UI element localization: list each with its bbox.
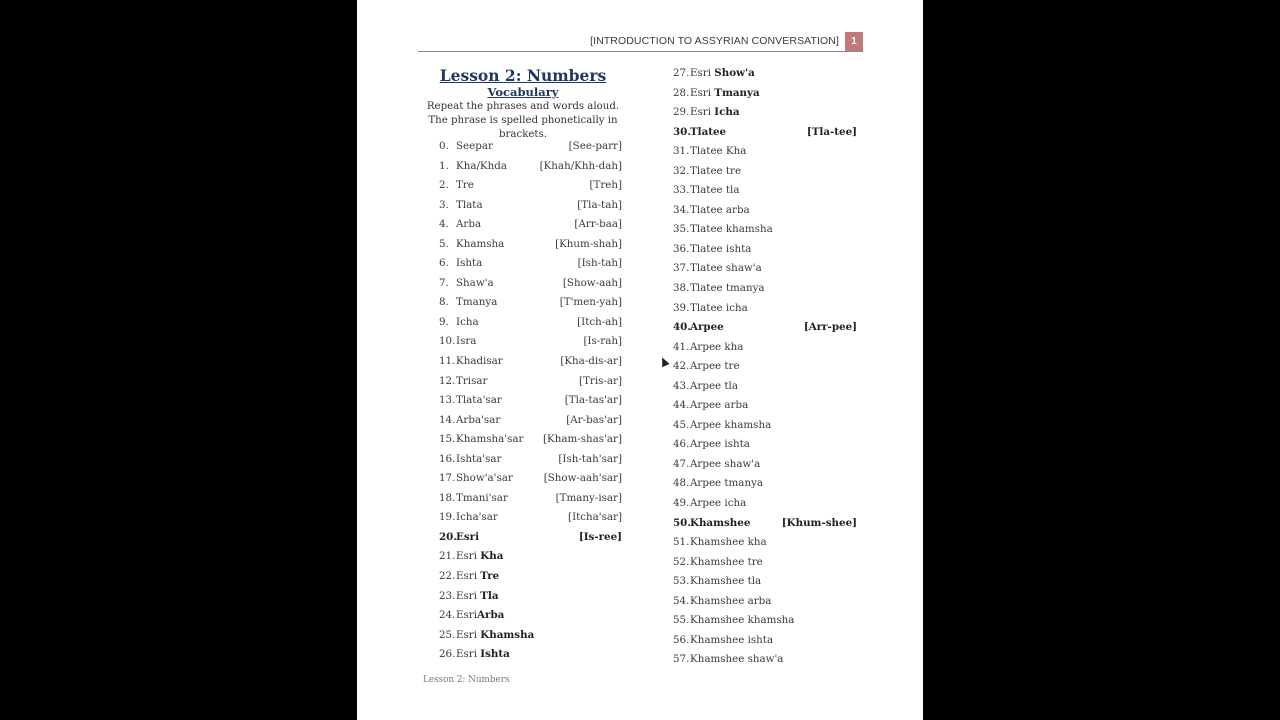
vocabulary-row [439, 196, 622, 216]
page-header [418, 32, 863, 52]
vocabulary-word [456, 296, 497, 308]
vocabulary-row [439, 606, 622, 626]
vocabulary-pronunciation: [Arr-pee] [803, 321, 857, 334]
vocabulary-number: 28. [673, 86, 690, 99]
vocabulary-row [673, 240, 857, 260]
vocabulary-word [690, 517, 750, 529]
vocabulary-row [673, 220, 857, 240]
vocabulary-row [439, 489, 622, 509]
vocabulary-word [456, 609, 504, 621]
vocabulary-number: 29. [673, 106, 690, 119]
vocabulary-number: 14. [439, 413, 456, 426]
lesson-title: Lesson 2: Numbers [439, 66, 607, 85]
vocabulary-word [456, 140, 493, 152]
vocabulary-word [690, 399, 748, 411]
vocabulary-number: 10. [439, 335, 456, 348]
vocabulary-word-text: Arpee khamsha [690, 418, 772, 431]
vocabulary-word [690, 67, 755, 79]
vocabulary-number: 55. [673, 614, 690, 627]
vocabulary-number: 2. [439, 179, 449, 192]
vocabulary-row [673, 84, 857, 104]
vocabulary-number: 52. [673, 555, 690, 568]
vocabulary-word [690, 556, 763, 568]
vocabulary-word-text: Kha/Khda [456, 159, 507, 172]
vocabulary-word-text: Show'a'sar [456, 472, 513, 485]
vocabulary-word [690, 458, 760, 470]
vocabulary-row [673, 514, 857, 534]
vocabulary-word [690, 184, 739, 196]
vocabulary-row [673, 357, 857, 377]
vocabulary-word-emphasis: Arba [477, 609, 505, 622]
vocabulary-pronunciation: [See-parr] [568, 140, 622, 152]
vocabulary-word-text: Tlatee khamsha [690, 223, 773, 236]
vocabulary-word-text: Esri [456, 550, 481, 563]
vocabulary-row [673, 201, 857, 221]
lesson-intro: Repeat the phrases and words aloud. The phrase is spelled phonetically in brackets. [426, 101, 620, 140]
vocabulary-number: 35. [673, 223, 690, 236]
page-footer: Lesson 2: Numbers [423, 675, 510, 685]
vocabulary-pronunciation: [Treh] [589, 179, 622, 192]
vocabulary-number: 4. [439, 218, 449, 231]
vocabulary-word-text: Arba'sar [456, 413, 501, 426]
vocabulary-word-text: Arpee tre [690, 360, 740, 373]
vocabulary-number: 41. [673, 340, 690, 353]
vocabulary-row [673, 123, 857, 143]
vocabulary-row [439, 547, 622, 567]
vocabulary-word [690, 223, 773, 235]
vocabulary-row [439, 235, 622, 255]
vocabulary-number: 19. [439, 511, 456, 524]
vocabulary-number: 45. [673, 418, 690, 431]
vocabulary-word [456, 335, 476, 347]
vocabulary-pronunciation: [Kham-shas'ar] [543, 433, 622, 446]
vocabulary-pronunciation: [Show-aah'sar] [543, 472, 622, 485]
vocabulary-word-emphasis: Khamsha [480, 628, 535, 641]
vocabulary-pronunciation: [Tris-ar] [579, 374, 622, 387]
vocabulary-row [439, 254, 622, 274]
vocabulary-word [456, 179, 474, 191]
vocabulary-pronunciation: [Is-ree] [578, 530, 622, 543]
vocabulary-pronunciation: [Ish-tah] [577, 257, 622, 270]
vocabulary-word-text: Tmani'sar [456, 491, 508, 504]
vocabulary-pronunciation: [Tla-tas'ar] [564, 394, 622, 407]
vocabulary-word-text: Icha [456, 315, 479, 328]
vocabulary-word-text: Esri [456, 648, 481, 661]
vocabulary-row [673, 455, 857, 475]
vocabulary-word [456, 199, 483, 211]
vocabulary-number: 20. [439, 530, 457, 543]
vocabulary-word [690, 380, 738, 392]
vocabulary-word-emphasis: Tmanya [714, 86, 760, 99]
vocabulary-pronunciation: [Khum-shee] [781, 516, 857, 529]
vocabulary-number: 17. [439, 472, 456, 485]
vocabulary-number: 6. [439, 257, 449, 270]
vocabulary-row [439, 372, 622, 392]
vocabulary-row [673, 650, 857, 670]
vocabulary-word-text: Tlatee tre [690, 164, 742, 177]
vocabulary-word [690, 165, 741, 177]
vocabulary-number: 40. [673, 321, 691, 334]
vocabulary-word [456, 277, 494, 289]
vocabulary-word [690, 653, 783, 665]
vocabulary-word [456, 453, 501, 465]
lesson-subtitle: Vocabulary [487, 85, 559, 99]
vocabulary-word-text: Arpee tla [690, 379, 738, 392]
vocabulary-word [690, 106, 740, 118]
vocabulary-number: 7. [439, 276, 449, 289]
vocabulary-word [456, 238, 504, 250]
vocabulary-word-text: Tlatee [690, 125, 727, 138]
vocabulary-row [439, 352, 622, 372]
vocabulary-word-text: Tmanya [456, 296, 498, 309]
vocabulary-pronunciation: [Itcha'sar] [568, 511, 622, 524]
vocabulary-row [439, 528, 622, 548]
vocabulary-number: 46. [673, 438, 690, 451]
vocabulary-row [673, 64, 857, 84]
vocabulary-word-text: Esri [690, 67, 715, 79]
vocabulary-number: 13. [439, 394, 456, 407]
vocabulary-word-text: Khamshee [690, 516, 751, 529]
vocabulary-word [690, 614, 794, 626]
vocabulary-pronunciation: [Khah/Khh-dah] [539, 159, 622, 172]
vocabulary-pronunciation: [Arr-baa] [574, 218, 622, 231]
vocabulary-row [673, 318, 857, 338]
vocabulary-word-text: Esri [690, 86, 715, 99]
vocabulary-number: 36. [673, 242, 690, 255]
vocabulary-number: 18. [439, 491, 456, 504]
vocabulary-row [673, 103, 857, 123]
vocabulary-row [439, 411, 622, 431]
vocabulary-word-emphasis: Tla [480, 589, 499, 602]
vocabulary-number: 12. [439, 374, 456, 387]
vocabulary-row [439, 508, 622, 528]
vocabulary-number: 30. [673, 125, 691, 138]
vocabulary-pronunciation: [Kha-dis-ar] [560, 355, 622, 368]
vocabulary-row [673, 416, 857, 436]
vocabulary-row [439, 313, 622, 333]
vocabulary-row [673, 435, 857, 455]
vocabulary-word-text: Khamshee arba [690, 594, 772, 607]
vocabulary-row [673, 259, 857, 279]
vocabulary-word-text: Tlata [456, 198, 483, 211]
vocabulary-number: 56. [673, 633, 690, 646]
vocabulary-word-emphasis: Ishta [480, 648, 510, 661]
vocabulary-word-text: Khamsha [456, 237, 505, 250]
vocabulary-word-text: Khamsha'sar [456, 433, 524, 446]
vocabulary-word-text: Arpee ishta [690, 438, 750, 451]
vocabulary-word-text: Shaw'a [456, 276, 494, 289]
vocabulary-row [439, 176, 622, 196]
vocabulary-number: 48. [673, 477, 690, 490]
vocabulary-number: 11. [439, 355, 456, 368]
vocabulary-row [673, 572, 857, 592]
vocabulary-number: 25. [439, 628, 456, 641]
vocabulary-word [690, 87, 760, 99]
vocabulary-row [439, 587, 622, 607]
vocabulary-word-text: Khamshee tla [690, 575, 762, 588]
vocabulary-number: 24. [439, 609, 456, 622]
vocabulary-word-text: Arpee icha [690, 497, 747, 510]
header-title: [INTRODUCTION TO ASSYRIAN CONVERSATION] [590, 35, 839, 47]
vocabulary-row [439, 332, 622, 352]
vocabulary-word [690, 126, 726, 138]
vocabulary-row [673, 631, 857, 651]
vocabulary-row [439, 626, 622, 646]
vocabulary-word [690, 497, 746, 509]
vocabulary-word [690, 575, 761, 587]
vocabulary-word-text: Tlatee tmanya [690, 282, 765, 295]
vocabulary-list-right [673, 64, 857, 670]
vocabulary-pronunciation: [Tla-tah] [577, 198, 622, 211]
vocabulary-row [439, 567, 622, 587]
vocabulary-number: 26. [439, 648, 456, 661]
vocabulary-word [456, 492, 508, 504]
vocabulary-pronunciation: [Ish-tah'sar] [558, 452, 622, 465]
vocabulary-word [456, 531, 479, 543]
vocabulary-word [456, 316, 479, 328]
vocabulary-number: 38. [673, 282, 690, 295]
vocabulary-row [673, 279, 857, 299]
vocabulary-word [456, 590, 499, 602]
vocabulary-word-text: Esri [456, 530, 479, 543]
vocabulary-row [439, 645, 622, 665]
vocabulary-number: 15. [439, 433, 456, 446]
vocabulary-pronunciation: [Ar-bas'ar] [566, 413, 622, 426]
vocabulary-word-text: Khamshee ishta [690, 633, 774, 646]
vocabulary-row [673, 474, 857, 494]
vocabulary-number: 31. [673, 145, 690, 158]
vocabulary-number: 51. [673, 536, 690, 549]
vocabulary-number: 8. [439, 296, 449, 309]
vocabulary-word-text: Arpee arba [690, 399, 749, 412]
vocabulary-number: 5. [439, 237, 449, 250]
vocabulary-row [439, 157, 622, 177]
vocabulary-number: 27. [673, 67, 690, 79]
vocabulary-word [690, 438, 750, 450]
vocabulary-row [439, 215, 622, 235]
vocabulary-word-text: Khamshee kha [690, 536, 767, 549]
vocabulary-word-emphasis: Show'a [714, 67, 755, 79]
vocabulary-number: 34. [673, 203, 690, 216]
vocabulary-word [690, 243, 751, 255]
vocabulary-number: 32. [673, 164, 690, 177]
vocabulary-number: 1. [439, 159, 449, 172]
vocabulary-word-text: Tlatee tla [690, 184, 740, 197]
vocabulary-word [456, 414, 500, 426]
vocabulary-word [690, 282, 765, 294]
vocabulary-word-text: Esri [456, 589, 481, 602]
vocabulary-row [439, 391, 622, 411]
vocabulary-word [690, 477, 763, 489]
vocabulary-word-text: Tlatee ishta [690, 242, 752, 255]
vocabulary-word [456, 433, 523, 445]
vocabulary-word-text: Arba [456, 218, 482, 231]
vocabulary-word-text: Trisar [456, 374, 488, 387]
vocabulary-number: 21. [439, 550, 456, 563]
vocabulary-row [439, 450, 622, 470]
vocabulary-word-text: Esri [456, 609, 478, 622]
vocabulary-row [673, 494, 857, 514]
vocabulary-word [456, 394, 502, 406]
vocabulary-pronunciation: [Khum-shah] [555, 237, 622, 250]
vocabulary-word-emphasis: Tre [480, 570, 500, 583]
vocabulary-word [456, 257, 482, 269]
vocabulary-word [456, 570, 499, 582]
vocabulary-word [456, 472, 513, 484]
vocabulary-word-text: Ishta [456, 257, 483, 270]
vocabulary-number: 16. [439, 452, 456, 465]
vocabulary-word [690, 302, 748, 314]
vocabulary-number: 43. [673, 379, 690, 392]
vocabulary-row [673, 142, 857, 162]
vocabulary-word-text: Esri [456, 570, 481, 583]
vocabulary-word [690, 262, 762, 274]
vocabulary-word-text: Khamshee khamsha [690, 614, 795, 627]
vocabulary-pronunciation: [Tla-tee] [806, 125, 857, 138]
vocabulary-word [456, 629, 534, 641]
vocabulary-word [690, 536, 767, 548]
vocabulary-pronunciation: [Itch-ah] [577, 315, 622, 328]
vocabulary-word [690, 419, 771, 431]
vocabulary-row [673, 299, 857, 319]
vocabulary-row [673, 533, 857, 553]
vocabulary-word [456, 648, 510, 660]
document-page [357, 0, 923, 720]
vocabulary-word-text: Tre [456, 179, 474, 192]
vocabulary-pronunciation: [T'men-yah] [559, 296, 622, 309]
vocabulary-word-text: Seepar [456, 140, 493, 152]
vocabulary-word [690, 204, 750, 216]
vocabulary-word-text: Isra [456, 335, 477, 348]
vocabulary-number: 23. [439, 589, 456, 602]
vocabulary-word [456, 160, 507, 172]
vocabulary-word-text: Esri [456, 628, 481, 641]
vocabulary-row [673, 553, 857, 573]
vocabulary-pronunciation: [Show-aah] [562, 276, 622, 289]
vocabulary-word-text: Tlatee shaw'a [690, 262, 762, 275]
vocabulary-pronunciation: [Tmany-isar] [555, 491, 622, 504]
vocabulary-word [690, 145, 746, 157]
vocabulary-word [690, 595, 771, 607]
vocabulary-word-text: Tlatee icha [690, 301, 748, 314]
vocabulary-word-emphasis: Icha [714, 106, 740, 119]
vocabulary-row [673, 592, 857, 612]
vocabulary-word [690, 360, 740, 372]
vocabulary-number: 9. [439, 315, 449, 328]
vocabulary-row [673, 611, 857, 631]
vocabulary-number: 42. [673, 360, 690, 373]
vocabulary-row [673, 377, 857, 397]
page-number-badge: 1 [845, 32, 863, 51]
vocabulary-row [439, 137, 622, 157]
vocabulary-number: 39. [673, 301, 690, 314]
vocabulary-number: 0. [439, 140, 449, 152]
vocabulary-word-text: Arpee shaw'a [690, 457, 761, 470]
vocabulary-number: 49. [673, 497, 690, 510]
vocabulary-word [456, 511, 498, 523]
vocabulary-word-emphasis: Kha [480, 550, 504, 563]
vocabulary-number: 54. [673, 594, 690, 607]
vocabulary-number: 22. [439, 570, 456, 583]
vocabulary-number: 37. [673, 262, 690, 275]
vocabulary-number: 57. [673, 653, 690, 666]
vocabulary-number: 33. [673, 184, 690, 197]
vocabulary-list-left [439, 137, 622, 665]
vocabulary-pronunciation: [Is-rah] [583, 335, 622, 348]
vocabulary-number: 3. [439, 198, 449, 211]
vocabulary-word [690, 341, 743, 353]
vocabulary-word [456, 375, 487, 387]
vocabulary-word [690, 321, 724, 333]
vocabulary-word-text: Arpee [690, 321, 724, 334]
vocabulary-row [439, 274, 622, 294]
vocabulary-word-text: Khamshee tre [690, 555, 763, 568]
vocabulary-number: 47. [673, 457, 690, 470]
vocabulary-word-text: Ishta'sar [456, 452, 502, 465]
vocabulary-word-text: Khamshee shaw'a [690, 653, 784, 666]
vocabulary-word-text: Tlatee Kha [690, 145, 747, 158]
vocabulary-word-text: Arpee kha [690, 340, 744, 353]
vocabulary-row [673, 181, 857, 201]
vocabulary-word-text: Tlata'sar [456, 394, 502, 407]
vocabulary-number: 50. [673, 516, 691, 529]
vocabulary-row [673, 162, 857, 182]
vocabulary-word-text: Khadisar [456, 355, 503, 368]
vocabulary-row [673, 338, 857, 358]
vocabulary-number: 44. [673, 399, 690, 412]
vocabulary-word [456, 355, 503, 367]
vocabulary-row [673, 396, 857, 416]
vocabulary-word-text: Tlatee arba [690, 203, 750, 216]
vocabulary-row [439, 293, 622, 313]
vocabulary-word [456, 218, 481, 230]
vocabulary-word-text: Esri [690, 106, 715, 119]
vocabulary-row [439, 469, 622, 489]
vocabulary-word [456, 550, 503, 562]
vocabulary-row [439, 430, 622, 450]
vocabulary-word [690, 634, 773, 646]
vocabulary-word-text: Icha'sar [456, 511, 498, 524]
vocabulary-number: 53. [673, 575, 690, 588]
vocabulary-word-text: Arpee tmanya [690, 477, 764, 490]
